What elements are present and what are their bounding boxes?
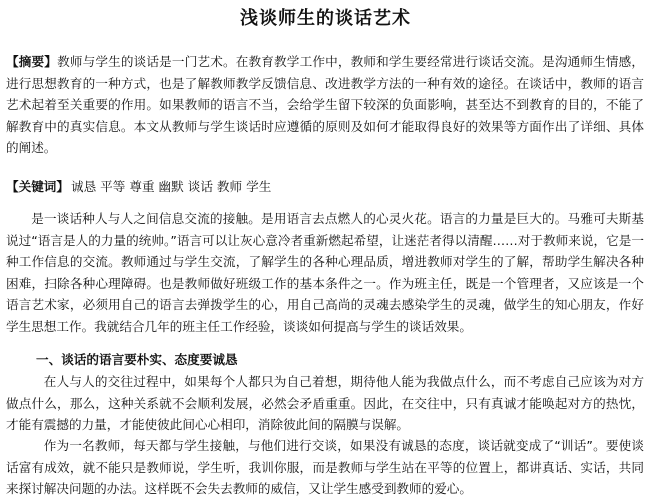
article-title: 浅谈师生的谈话艺术 [240,8,411,29]
section-heading-1: 一、谈话的语言要朴实、态度要诚恳 [36,352,238,367]
body-paragraph-2: 在人与人的交往过程中，如果每个人都只为自己着想，期待他人能为我做点什么，而不考虑自己应该为对方做点什么，那么，这种关系就不会顺利发展，必然会矛盾重重。因此，在交往中，只有真诚才能唤起对方的热忱，才能有震撼的力量，才能使彼此间心心相印，消除彼此间的隔膜与误解。 [6,374,644,433]
keywords-label: 【关键词】 [6,179,69,194]
body-paragraph-3: 作为一名教师，每天都与学生接触，与他们进行交谈，如果没有诚恳的态度，谈话就变成了“训话”。要使谈话富有成效，就不能只是教师说，学生听，我训你服，而是教师与学生站在平等的位置上，都讲真话、实话，共同来探讨解决问题的办法。这样既不会失去教师的威信，又让学生感受到教师的爱心。 [6,438,644,497]
abstract-paragraph [6,51,644,159]
body-paragraph-1: 是一谈话种人与人之间信息交流的接触。是用语言去点燃人的心灵火花。语言的力量是巨大的。马雅可夫斯基说过“语言是人的力量的统帅。”语言可以让灰心意冷者重新燃起希望，让迷茫者得以清醒……对于教师来说，它是一种工作信息的交流。教师通过与学生交流，了解学生的各种心理品质，增进教师对学生的了解，帮助学生解决各种困难，扫除各种心理障碍。也是教师做好班级工作的基本条件之一。作为班主任，既是一个管理者，又应该是一个语言艺术家，必须用自己的语言去弹拨学生的心，用自己高尚的灵魂去感染学生的灵魂，做学生的知心朋友，作好学生思想工作。我就结合几年的班主任工作经验，谈谈如何提高与学生的谈话效果。 [6,211,644,334]
keywords-paragraph [6,176,644,198]
abstract-text: 教师与学生的谈话是一门艺术。在教育教学工作中，教师和学生要经常进行谈话交流。是沟通师生情感，进行思想教育的一种方式，也是了解教师教学反馈信息、改进教学方法的一种有效的途径。在谈话中，教师的语言艺术起着至关重要的作用。如果教师的语言不当，会给学生留下较深的负面影响，甚至达不到教育的目的，不能了解教育中的真实信息。本文从教师与学生谈话时应遵循的原则及如何才能取得良好的效果等方面作出了详细、具体的阐述。 [6,54,645,156]
keywords-text: 诚恳 平等 尊重 幽默 谈话 教师 学生 [70,179,272,194]
abstract-label: 【摘要】 [6,54,58,69]
